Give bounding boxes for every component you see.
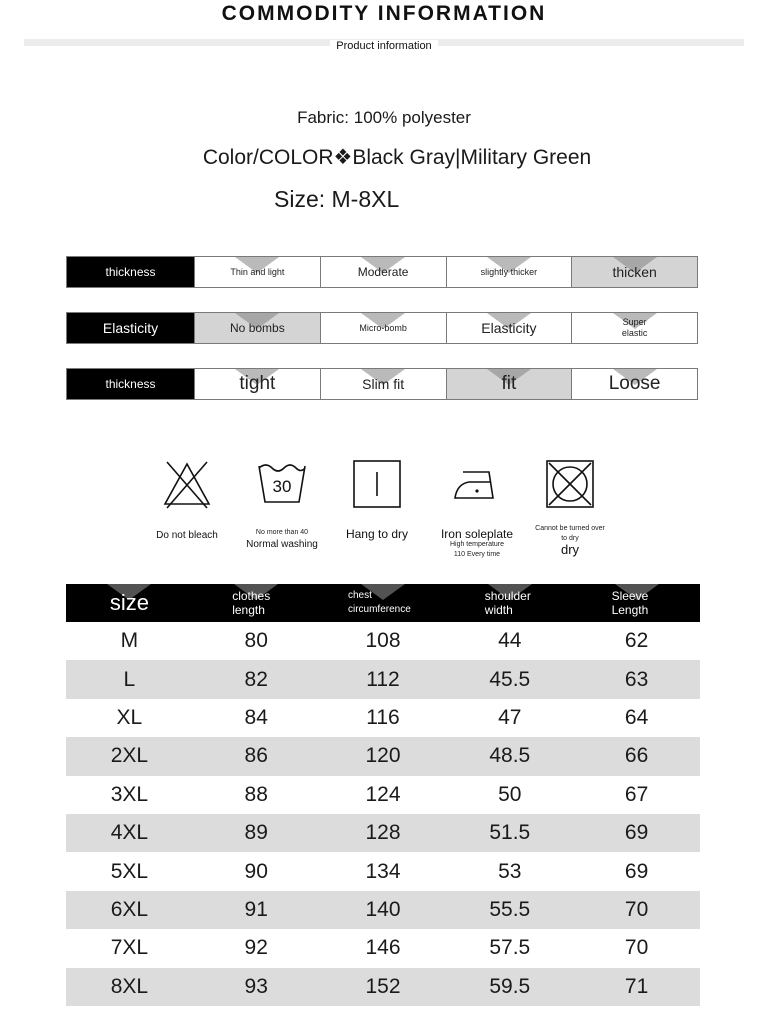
attribute-option: [320, 313, 446, 343]
table-cell: 88: [244, 782, 268, 806]
table-cell: 7XL: [110, 936, 149, 960]
table-cell: 55.5: [489, 897, 531, 921]
attribute-option-selected: [194, 313, 320, 343]
attribute-option-text: Super elastic: [621, 317, 648, 338]
attribute-option-text: Moderate: [357, 265, 409, 279]
attribute-option: [194, 369, 320, 399]
attribute-option-text: Loose: [608, 373, 661, 394]
attribute-option: [194, 257, 320, 287]
size-spec: Size: M-8XL: [274, 186, 400, 212]
header-text: Sleeve Length: [611, 589, 649, 617]
table-cell: 124: [365, 782, 401, 806]
table-row: [66, 929, 700, 967]
attribute-option-selected: [446, 369, 572, 399]
table-cell: 71: [624, 974, 649, 998]
care-item-iron: [437, 458, 517, 560]
table-cell: 140: [365, 897, 401, 921]
table-cell: L: [123, 667, 136, 691]
table-cell: 64: [624, 705, 649, 729]
wash-temperature: 30: [272, 477, 292, 496]
table-cell: 134: [365, 859, 401, 883]
table-cell: 116: [366, 705, 400, 729]
header-text: chest circumference: [347, 590, 411, 615]
hang-dry-icon: [351, 458, 403, 510]
attribute-option: [320, 369, 446, 399]
table-cell: 45.5: [489, 667, 531, 691]
attribute-option: [571, 369, 697, 399]
table-cell: 57.5: [489, 936, 531, 960]
care-sublabel: Cannot be turned over to dry: [535, 525, 605, 542]
attribute-option: [571, 313, 697, 343]
attribute-option-text: tight: [239, 373, 276, 394]
attribute-option-text: Thin and light: [230, 266, 285, 277]
table-cell: 120: [365, 744, 401, 768]
fabric-spec: Fabric: 100% polyester: [297, 108, 471, 127]
table-cell: 50: [498, 782, 522, 806]
table-cell: 69: [624, 859, 649, 883]
table-row: [66, 852, 700, 890]
table-cell: 5XL: [110, 859, 149, 883]
table-cell: 90: [244, 859, 268, 883]
table-cell: 4XL: [110, 821, 149, 845]
size-table-body: [66, 622, 700, 1006]
attribute-option: [446, 313, 572, 343]
table-cell: 63: [624, 667, 649, 691]
care-label: Normal washing: [246, 539, 318, 550]
care-item-no-bleach: [147, 458, 227, 542]
size-table-header-cell: [446, 584, 573, 622]
table-cell: 2XL: [110, 744, 149, 768]
no-tumble-dry-icon: [544, 458, 596, 510]
page-title: COMMODITY INFORMATION: [221, 2, 547, 25]
attribute-row-elasticity: [66, 312, 698, 344]
attribute-option-text: Micro-bomb: [359, 322, 407, 333]
attribute-option: [446, 257, 572, 287]
care-sublabel: No more than 40: [255, 529, 309, 536]
table-row: [66, 814, 700, 852]
color-spec: Color/COLOR❖Black Gray|Military Green: [202, 146, 592, 169]
attribute-option-text: No bombs: [230, 321, 285, 335]
table-cell: 146: [365, 936, 401, 960]
wash-30-icon: [256, 458, 308, 506]
care-label: dry: [560, 542, 580, 557]
attribute-label-text: thickness: [105, 377, 156, 391]
attribute-option-text: Elasticity: [481, 320, 537, 336]
table-cell: 80: [244, 629, 268, 653]
table-cell: 51.5: [489, 821, 531, 845]
attribute-option: [320, 257, 446, 287]
size-table-header-cell: [320, 584, 447, 622]
care-item-hang-dry: [337, 458, 417, 540]
size-table-header-cell: [66, 584, 193, 622]
table-cell: 84: [244, 705, 268, 729]
table-cell: 82: [244, 667, 268, 691]
header-text: clothes length: [232, 589, 271, 617]
table-cell: 70: [624, 936, 649, 960]
table-cell: 91: [244, 897, 268, 921]
table-cell: 3XL: [110, 782, 149, 806]
care-sublabel: High temperature 110 Every time: [449, 541, 505, 558]
care-label: Iron soleplate: [440, 527, 514, 541]
attribute-option-text: slightly thicker: [480, 266, 538, 277]
table-cell: 62: [624, 629, 649, 653]
table-row: [66, 891, 700, 929]
header-text: size: [109, 590, 149, 615]
table-cell: 66: [624, 744, 649, 768]
table-cell: 47: [498, 705, 522, 729]
iron-icon: [449, 458, 505, 506]
table-cell: 89: [244, 821, 268, 845]
table-row: [66, 776, 700, 814]
table-cell: 86: [244, 744, 268, 768]
care-item-washing: [242, 458, 322, 551]
table-cell: 8XL: [110, 974, 149, 998]
table-cell: 6XL: [110, 897, 149, 921]
table-row: [66, 737, 700, 775]
page-subtitle-text: Product information: [330, 40, 437, 52]
table-cell: 112: [366, 667, 400, 691]
header-text: shoulder width: [484, 589, 531, 617]
table-row: [66, 699, 700, 737]
attribute-option-text: Slim fit: [362, 376, 405, 392]
attribute-label-text: thickness: [105, 265, 156, 279]
table-row: [66, 968, 700, 1006]
attribute-row-thickness: [66, 256, 698, 288]
table-cell: 59.5: [489, 974, 531, 998]
table-cell: 128: [365, 821, 401, 845]
attribute-row-fit: [66, 368, 698, 400]
page-subtitle: [0, 40, 768, 52]
table-cell: 69: [624, 821, 649, 845]
table-cell: XL: [116, 705, 143, 729]
attribute-option-text: thicken: [612, 264, 657, 280]
table-cell: 70: [624, 897, 649, 921]
attribute-option-selected: [571, 257, 697, 287]
table-cell: 108: [365, 629, 401, 653]
table-cell: 152: [365, 974, 401, 998]
table-row: [66, 660, 700, 698]
size-table-header-cell: [573, 584, 700, 622]
table-cell: 92: [244, 936, 268, 960]
attribute-label-text: Elasticity: [102, 320, 159, 336]
table-cell: 48.5: [489, 744, 531, 768]
size-table-header-cell: [193, 584, 320, 622]
attribute-label: [67, 369, 194, 399]
attribute-label: [67, 257, 194, 287]
table-cell: 44: [498, 629, 522, 653]
attribute-label: [67, 313, 194, 343]
no-bleach-icon: [161, 458, 213, 510]
size-table-header: [66, 584, 700, 622]
table-cell: 93: [244, 974, 268, 998]
care-label: Hang to dry: [345, 527, 409, 541]
table-cell: M: [120, 629, 139, 653]
care-label: Do not bleach: [156, 530, 218, 541]
care-item-no-tumble-dry: [530, 458, 610, 556]
table-row: [66, 622, 700, 660]
attribute-option-text: fit: [501, 373, 517, 394]
table-cell: 53: [498, 859, 522, 883]
table-cell: 67: [624, 782, 649, 806]
